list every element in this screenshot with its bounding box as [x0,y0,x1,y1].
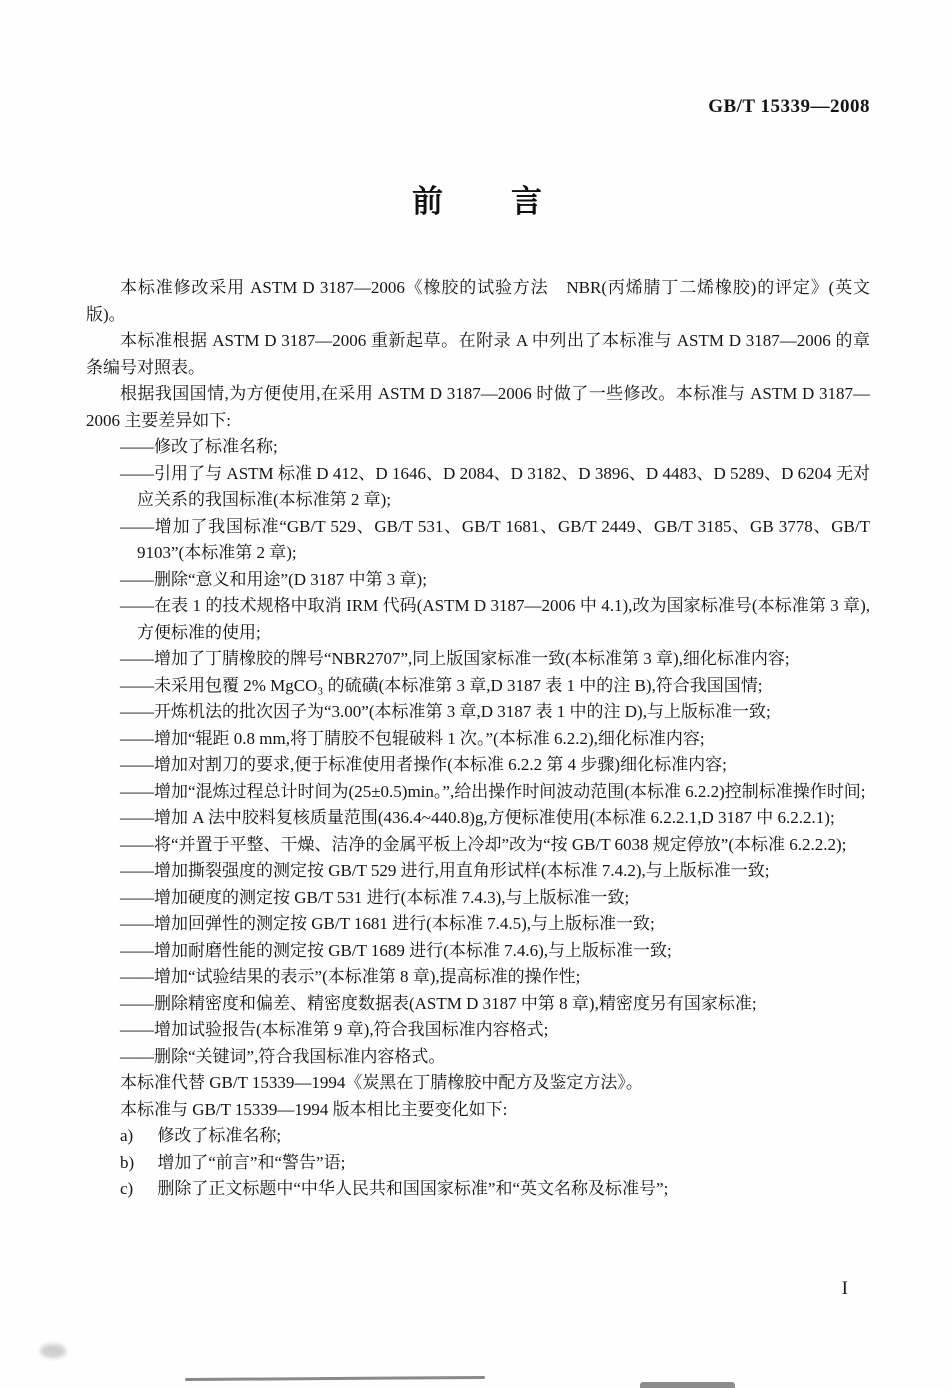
list-item-alpha-label: c) [120,1179,134,1198]
paragraph: 本标准与 GB/T 15339—1994 版本相比主要变化如下: [120,1099,508,1119]
list-item-dash: ——增加对割刀的要求,便于标准使用者操作(本标准 6.2.2 第 4 步骤)细化标准内容; [120,755,727,774]
list-item-dash: ——在表 1 的技术规格中取消 IRM 代码(ASTM D 3187—2006 中 4.1),改为国家标准号(本标准第 3 章),方便标准的使用; [120,596,870,642]
list-item-dash: ——增加了丁腈橡胶的牌号“NBR2707”,同上版国家标准一致(本标准第 3 章),细化标准内容; [120,649,790,668]
list-item-dash: ——删除“关键词”,符合我国标准内容格式。 [120,1046,446,1066]
page-number: I [841,1278,848,1299]
list-item-dash: ——删除精密度和偏差、精密度数据表(ASTM D 3187 中第 8 章),精密度另有国家标准; [120,993,757,1013]
scan-artifact [40,1344,66,1358]
list-item-dash: ——未采用包覆 2% MgCO₃ 的硫磺(本标准第 3 章,D 3187 表 1 中的注 B),符合我国国情; [120,675,763,695]
paragraph: 本标准根据 ASTM D 3187—2006 重新起草。在附录 A 中列出了本标准与 ASTM D 3187—2006 的章条编号对照表。 [86,331,870,377]
list-item-dash: ——将“并置于平整、干燥、洁净的金属平板上冷却”改为“按 GB/T 6038 规定停放”(本标准 6.2.2.2); [120,834,847,854]
scan-artifact [185,1376,485,1381]
list-item-dash: ——增加回弹性的测定按 GB/T 1681 进行(本标准 7.4.5),与上版标准一致; [120,914,655,933]
page-title: 前 言 [412,184,544,219]
paragraph: 本标准修改采用 ASTM D 3187—2006《橡胶的试验方法 NBR(丙烯腈丁二烯橡胶)的评定》(英文版)。 [86,278,870,324]
list-item-dash: ——增加“混炼过程总计时间为(25±0.5)min。”,给出操作时间波动范围(本标准 6.2.2)控制标准操作时间; [120,781,866,801]
list-item-dash: ——增加硬度的测定按 GB/T 531 进行(本标准 7.4.3),与上版标准一致; [120,887,630,907]
list-item-alpha-text: 增加了“前言”和“警告”语; [157,1152,346,1172]
list-item-dash: ——修改了标准名称; [120,437,278,456]
list-item-dash: ——增加撕裂强度的测定按 GB/T 529 进行,用直角形试样(本标准 7.4.2),与上版标准一致; [120,861,770,880]
list-item-dash: ——增加耐磨性能的测定按 GB/T 1689 进行(本标准 7.4.6),与上版标准一致; [120,940,672,960]
list-item-alpha-label: b) [120,1152,135,1172]
paragraph: 根据我国国情,为方便使用,在采用 ASTM D 3187—2006 时做了一些修改。本标准与 ASTM D 3187—2006 主要差异如下: [86,384,870,430]
list-item-alpha-text: 修改了标准名称; [157,1126,282,1145]
list-item-dash: ——增加 A 法中胶料复核质量范围(436.4~440.8)g,方便标准使用(本标准 6.2.2.1,D 3187 中 6.2.2.1); [120,808,835,827]
scan-artifact [640,1382,735,1388]
list-item-dash: ——增加了我国标准“GB/T 529、GB/T 531、GB/T 1681、GB/T 2449、GB/T 3185、GB 3778、GB/T 9103”(本标准第 2 章); [120,516,870,562]
list-item-dash: ——引用了与 ASTM 标准 D 412、D 1646、D 2084、D 3182、D 3896、D 4483、D 5289、D 6204 无对应关系的我国标准(本标准第 2 章); [120,463,870,509]
standard-number: GB/T 15339—2008 [708,96,870,117]
list-item-alpha-text: 删除了正文标题中“中华人民共和国国家标准”和“英文名称及标准号”; [157,1179,669,1198]
list-item-alpha-label: a) [120,1126,134,1145]
list-item-dash: ——增加“辊距 0.8 mm,将丁腈胶不包辊破料 1 次。”(本标准 6.2.2),细化标准内容; [120,728,705,748]
list-item-alpha [86,1150,870,1177]
list-item-alpha [86,1123,870,1150]
paragraph: 本标准代替 GB/T 15339—1994《炭黑在丁腈橡胶中配方及鉴定方法》。 [120,1073,643,1092]
list-item-dash: ——增加试验报告(本标准第 9 章),符合我国标准内容格式; [120,1020,549,1039]
list-item-dash: ——删除“意义和用途”(D 3187 中第 3 章); [120,569,427,589]
foreword-body [86,275,870,1203]
list-item-alpha [86,1176,870,1203]
list-item-dash: ——增加“试验结果的表示”(本标准第 8 章),提高标准的操作性; [120,967,581,986]
list-item-dash: ——开炼机法的批次因子为“3.00”(本标准第 3 章,D 3187 表 1 中的注 D),与上版标准一致; [120,702,771,721]
